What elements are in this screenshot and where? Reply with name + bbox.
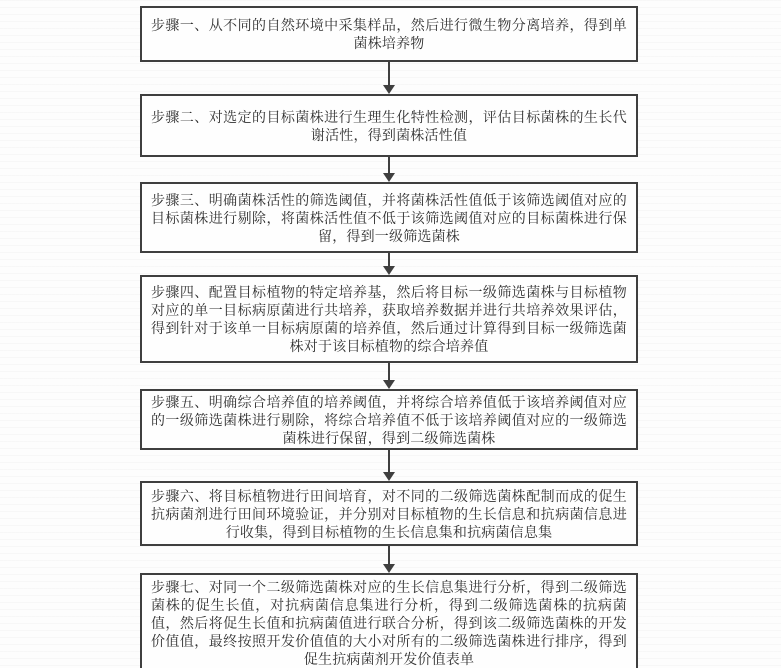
arrow-line bbox=[388, 62, 390, 86]
step-3-box bbox=[140, 182, 638, 253]
arrow-head-icon bbox=[383, 472, 395, 481]
arrow-line bbox=[388, 363, 390, 381]
step-2-box bbox=[140, 94, 638, 157]
arrow-line bbox=[388, 450, 390, 473]
arrow-head-icon bbox=[383, 564, 395, 573]
arrow-line bbox=[388, 157, 390, 174]
step-1-text: 步骤一、从不同的自然环境中采集样品，然后进行微生物分离培养，得到单菌株培养物 bbox=[151, 17, 627, 51]
step-3-text: 步骤三、明确菌株活性的筛选阈值，并将菌株活性值低于该筛选阈值对应的目标菌株进行剔除，将菌株活性值不低于该筛选阈值对应的目标菌株进行保留，得到一级筛选菌株 bbox=[151, 191, 627, 244]
arrow-down-2 bbox=[383, 157, 395, 182]
arrow-head-icon bbox=[383, 266, 395, 275]
arrow-head-icon bbox=[383, 173, 395, 182]
step-7-box bbox=[140, 573, 638, 668]
step-6-text: 步骤六、将目标植物进行田间培育，对不同的二级筛选菌株配制而成的促生抗病菌剂进行田间环境验证，并分别对目标植物的生长信息和抗病菌信息进行收集，得到目标植物的生长信息集和抗病菌信息集 bbox=[151, 487, 627, 540]
step-1-box bbox=[140, 6, 638, 62]
step-6-box bbox=[140, 481, 638, 546]
step-5-box bbox=[140, 389, 638, 450]
arrow-head-icon bbox=[383, 85, 395, 94]
step-7-text: 步骤七、对同一个二级筛选菌株对应的生长信息集进行分析，得到二级筛选菌株的促生长值，对抗病菌信息集进行分析，得到二级筛选菌株的抗病菌值，然后将促生长值和抗病菌值进行联合分析，得到该二级筛选菌株的开发价值值，最终按照开发价值值的大小对所有的二级筛选菌株进行排序，得到促生抗病菌剂开发价值表单 bbox=[151, 578, 627, 667]
arrow-line bbox=[388, 546, 390, 565]
step-4-box bbox=[140, 275, 638, 363]
arrow-down-5 bbox=[383, 450, 395, 481]
arrow-down-6 bbox=[383, 546, 395, 573]
arrow-head-icon bbox=[383, 380, 395, 389]
step-4-text: 步骤四、配置目标植物的特定培养基，然后将目标一级筛选菌株与目标植物对应的单一目标病原菌进行共培养，获取培养数据并进行共培养效果评估，得到针对于该单一目标病原菌的培养值，然后通过计算得到目标一级筛选菌株对于该目标植物的综合培养值 bbox=[151, 284, 627, 354]
step-5-text: 步骤五、明确综合培养值的培养阈值，并将综合培养值低于该培养阈值对应的一级筛选菌株进行剔除，将综合培养值不低于该培养阈值对应的一级筛选菌株进行保留，得到二级筛选菌株 bbox=[151, 393, 627, 446]
step-2-text: 步骤二、对选定的目标菌株进行生理生化特性检测，评估目标菌株的生长代谢活性，得到菌株活性值 bbox=[151, 108, 627, 143]
arrow-down-1 bbox=[383, 62, 395, 94]
arrow-line bbox=[388, 253, 390, 267]
arrow-down-4 bbox=[383, 363, 395, 389]
arrow-down-3 bbox=[383, 253, 395, 275]
